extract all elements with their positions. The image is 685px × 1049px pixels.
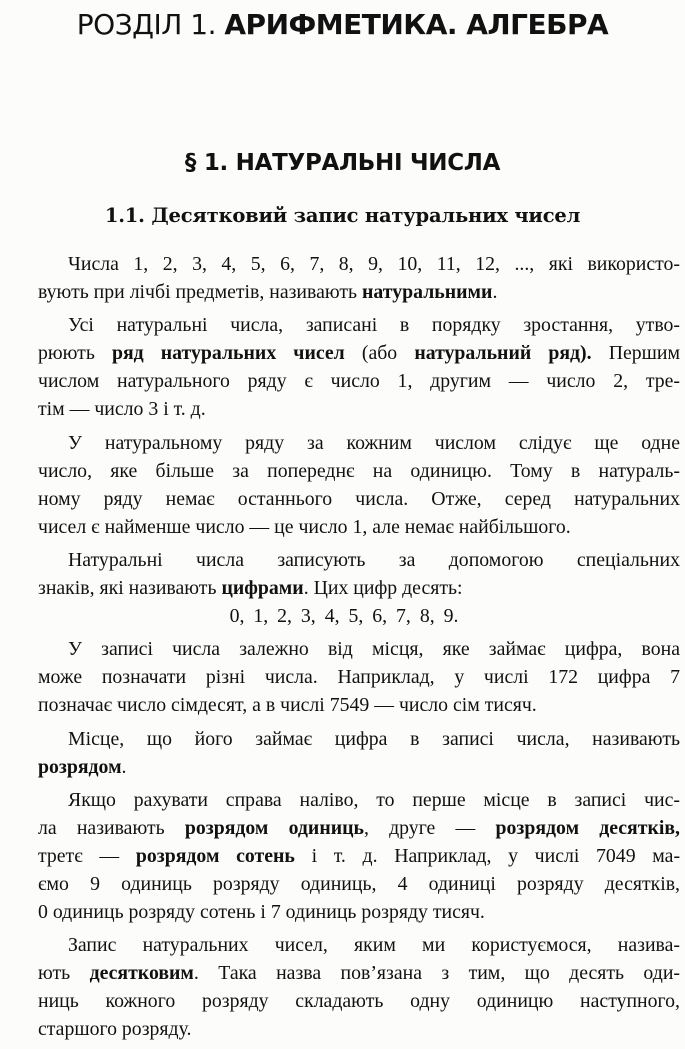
text-span: ла називають [38, 816, 165, 839]
chapter-title: АРИФМЕТИКА. АЛГЕБРА [224, 8, 609, 41]
text-span: ють [38, 962, 71, 985]
text-line: ному ряду немає останнього числа. Отже, серед натуральних [38, 487, 680, 510]
term-natural-series: ряд натуральних чисел [111, 342, 345, 365]
text-line: Якщо рахувати справа наліво, то перше місце в записі чис- [68, 788, 680, 811]
text-line [8, 814, 680, 842]
text-line [8, 753, 680, 781]
text-line: 0 одиниць розряду сотень і 7 одиниць розряду тисяч. [38, 901, 485, 924]
text-span: третє — [38, 844, 120, 867]
term-tens-place: розрядом десятків [495, 816, 676, 839]
text-line: 0, 1, 2, 3, 4, 5, 6, 7, 8, 9. [229, 605, 459, 628]
text-line: числом натурального ряду є число 1, другим — число 2, тре- [38, 370, 680, 393]
text-line: позначає число сімдесят, а в числі 7549 — число сім тисяч. [38, 694, 537, 717]
text-line: У натуральному ряду за кожним числом слідує ще одне [68, 431, 680, 454]
text-span: . [492, 281, 498, 304]
text-line: Місце, що його займає цифра в записі числа, називають [68, 727, 680, 750]
text-line: Числа 1, 2, 3, 4, 5, 6, 7, 8, 9, 10, 11, 12, ..., які використо- [68, 253, 680, 275]
text-line: старшого розряду. [38, 1018, 192, 1041]
paragraph-2 [8, 311, 680, 423]
text-span: знаків, які називають [38, 577, 217, 600]
text-span: , [675, 816, 680, 839]
paragraph-4 [8, 546, 680, 602]
text-line [8, 339, 680, 367]
digits-list [8, 602, 680, 630]
term-digit-place: розрядом [38, 755, 122, 778]
term-digits: цифрами [221, 577, 304, 600]
text-line [8, 842, 680, 870]
text-line [8, 959, 680, 987]
body-text [8, 250, 680, 1049]
text-line: тім — число 3 і т. д. [38, 398, 206, 421]
term-decimal: десятковим [89, 962, 194, 985]
term-natural: натуральними [362, 281, 493, 304]
term-natural-row: натуральний ряд). [414, 342, 592, 365]
text-span: і т. д. Наприклад, у числі 7049 ма- [311, 844, 681, 867]
text-line: ємо 9 одиниць розряду одиниць, 4 одиниці розряду десятків, [38, 872, 680, 895]
paragraph-6 [8, 725, 680, 781]
paragraph-3 [8, 429, 680, 541]
text-span: . Така назва пов’язана з тим, що десять оди- [193, 962, 680, 985]
text-span: рюють [38, 342, 95, 365]
text-span: . [121, 755, 127, 778]
subsection-title: 1.1. Десятковий запис натуральних чисел [104, 204, 581, 227]
text-line: число, яке більше за попереднє на одиницю. Тому в натураль- [38, 459, 680, 482]
section-title: § 1. НАТУРАЛЬНІ ЧИСЛА [184, 150, 501, 176]
text-line: може позначати різні числа. Наприклад, у числі 172 цифра 7 [38, 666, 680, 689]
text-line: Натуральні числа записують за допомогою спеціальних [68, 548, 680, 571]
text-line: У записі числа залежно від місця, яке займає цифра, вона [68, 638, 680, 661]
text-span: Першим [608, 342, 680, 365]
text-line [8, 278, 680, 306]
text-line: Усі натуральні числа, записані в порядку зростання, утво- [68, 314, 680, 337]
text-span: , друге — [363, 816, 476, 839]
text-span: . Цих цифр десять: [303, 577, 463, 600]
paragraph-1 [8, 250, 680, 306]
text-line: ниць кожного розряду складають одну одиницю наступного, [38, 990, 680, 1013]
paragraph-7 [8, 786, 680, 926]
text-line: чисел є найменше число — це число 1, але немає найбільшого. [38, 515, 571, 538]
text-line [8, 574, 680, 602]
chapter-heading [0, 8, 685, 41]
text-line: Запис натуральних чисел, яким ми користуємося, назива- [68, 934, 680, 957]
paragraph-8 [8, 931, 680, 1043]
text-span: вують при лічбі предметів, називають [38, 281, 358, 304]
text-span: (або [361, 342, 398, 365]
chapter-number: РОЗДІЛ 1. [76, 8, 216, 41]
term-units-place: розрядом одиниць [184, 816, 364, 839]
term-hundreds-place: розрядом сотень [135, 844, 295, 867]
paragraph-5 [8, 635, 680, 719]
